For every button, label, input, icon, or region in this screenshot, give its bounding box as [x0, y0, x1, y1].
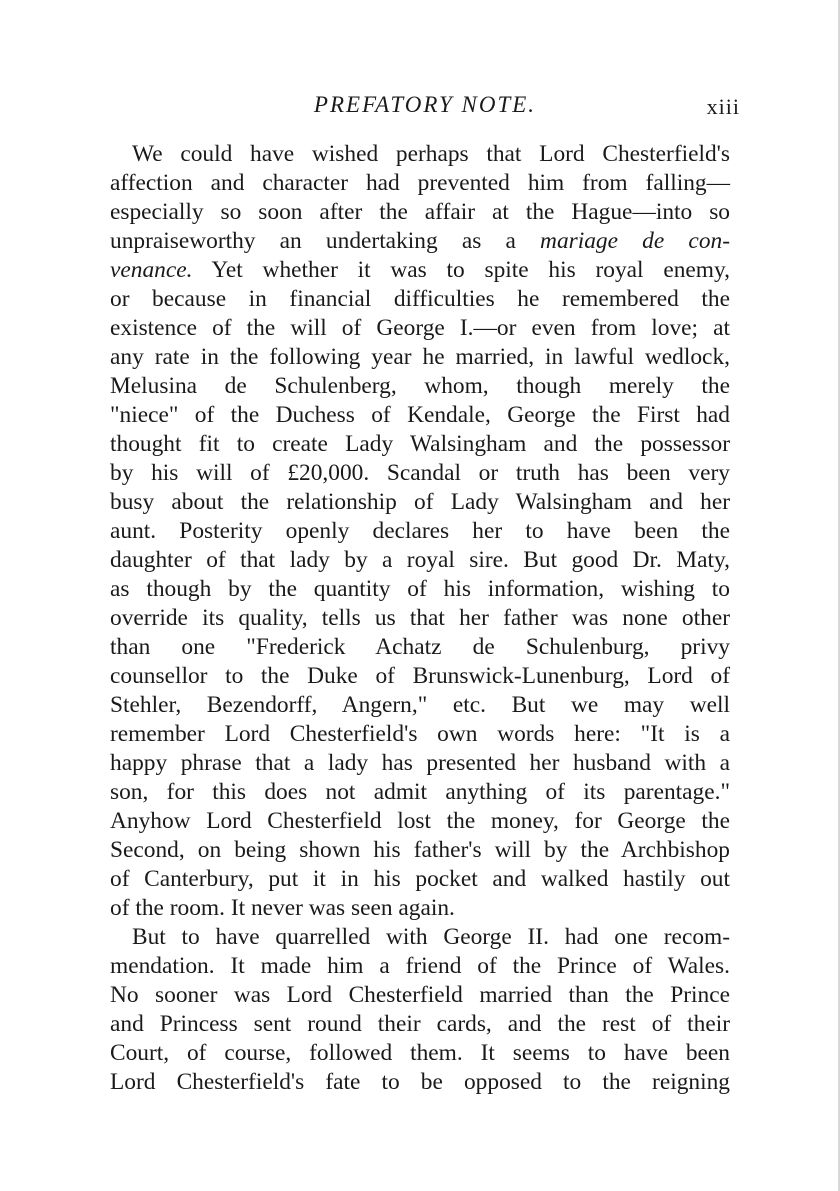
- text-line: No sooner was Lord Chesterfield married than the Prince: [110, 982, 730, 1008]
- text-line: and Princess sent round their cards, and the rest of their: [110, 1011, 730, 1037]
- text-line: venance. Yet whether it was to spite his royal enemy,: [110, 257, 730, 283]
- text-line: Anyhow Lord Chesterfield lost the money, for George the: [110, 808, 730, 834]
- italic-phrase: mariage de con-: [540, 228, 730, 254]
- text-line: "niece" of the Duchess of Kendale, George the First had: [110, 402, 730, 428]
- running-title: PREFATORY NOTE.: [313, 92, 537, 117]
- italic-phrase: venance.: [110, 257, 193, 283]
- text-line: mendation. It made him a friend of the Prince of Wales.: [110, 953, 730, 979]
- text-line: thought fit to create Lady Walsingham and the possessor: [110, 431, 730, 457]
- text-line: Lord Chesterfield's fate to be opposed to the reigning: [110, 1069, 730, 1095]
- text-line: Court, of course, followed them. It seems to have been: [110, 1040, 730, 1066]
- text-line: aunt. Posterity openly declares her to have been the: [110, 518, 730, 544]
- text-line: happy phrase that a lady has presented her husband with a: [110, 750, 730, 776]
- text-line: of the room. It never was seen again.: [110, 895, 455, 921]
- text-line: busy about the relationship of Lady Walsingham and her: [110, 489, 730, 515]
- page-header: [110, 92, 740, 122]
- text-line: or because in financial difficulties he remembered the: [110, 286, 730, 312]
- text-line: affection and character had prevented him from falling—: [110, 170, 730, 196]
- body-text: [110, 140, 730, 1097]
- text-line: especially so soon after the affair at the Hague—into so: [110, 199, 730, 225]
- text-line: existence of the will of George I.—or even from love; at: [110, 315, 730, 341]
- text-line: daughter of that lady by a royal sire. But good Dr. Maty,: [110, 547, 730, 573]
- text-line: of Canterbury, put it in his pocket and walked hastily out: [110, 866, 730, 892]
- text-line: Melusina de Schulenberg, whom, though merely the: [110, 373, 730, 399]
- text-line: But to have quarrelled with George II. had one recom-: [132, 924, 730, 950]
- text-line: We could have wished perhaps that Lord Chesterfield's: [132, 141, 730, 167]
- page-number: xiii: [706, 94, 740, 119]
- text-line: Stehler, Bezendorff, Angern," etc. But we may well: [110, 692, 730, 718]
- text-line: override its quality, tells us that her father was none other: [110, 605, 730, 631]
- text-line: by his will of £20,000. Scandal or truth has been very: [110, 460, 730, 486]
- text-line: than one "Frederick Achatz de Schulenburg, privy: [110, 634, 730, 660]
- text-line: Second, on being shown his father's will by the Archbishop: [110, 837, 730, 863]
- text-line: counsellor to the Duke of Brunswick-Lunenburg, Lord of: [110, 663, 730, 689]
- text-line: son, for this does not admit anything of its parentage.": [110, 779, 730, 805]
- text-line: any rate in the following year he married, in lawful wedlock,: [110, 344, 730, 370]
- text-line: as though by the quantity of his information, wishing to: [110, 576, 730, 602]
- text-line: remember Lord Chesterfield's own words here: "It is a: [110, 721, 730, 747]
- text-line: unpraiseworthy an undertaking as a mariage de con-: [110, 228, 730, 254]
